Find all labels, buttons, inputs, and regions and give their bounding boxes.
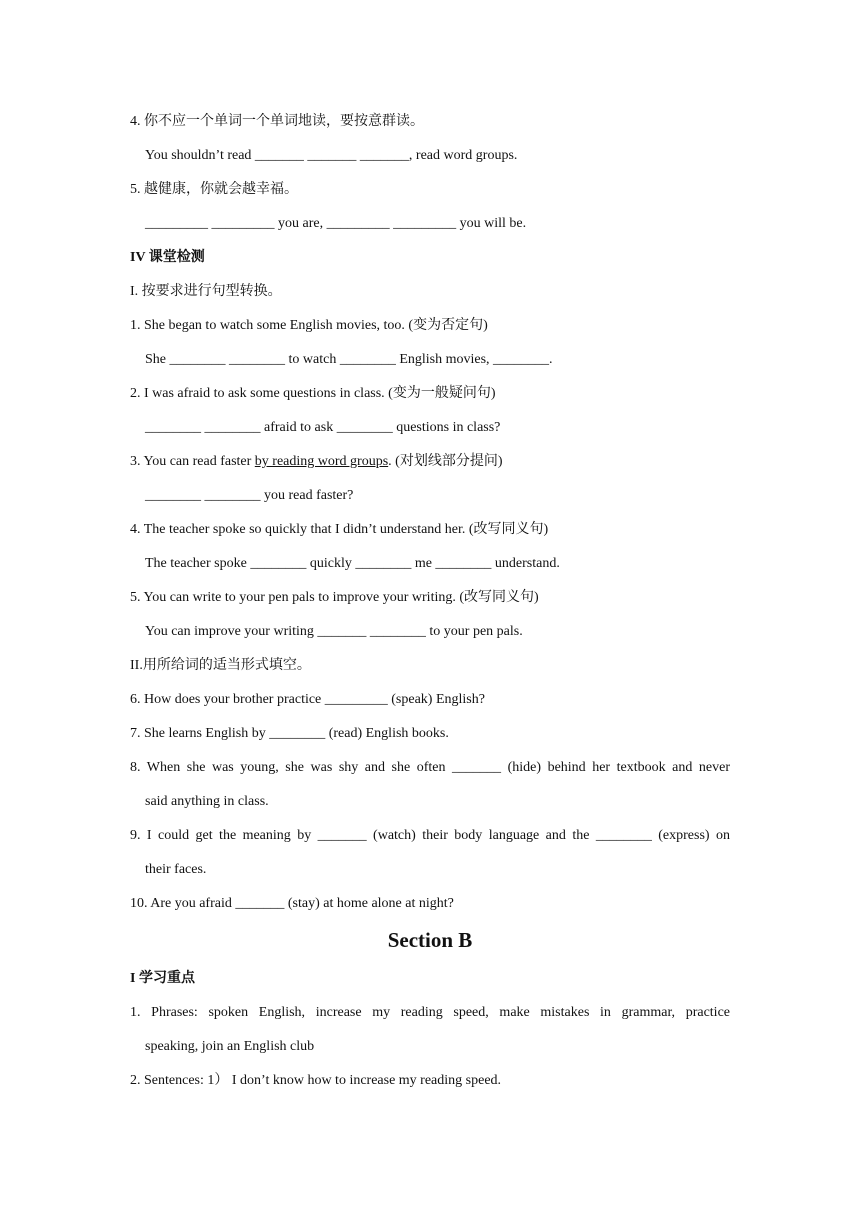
- exercise-item-3-instruction: . (对划线部分提问): [388, 454, 503, 469]
- translation-item-4: 4. 你不应一个单词一个单词地读，要按意群读。: [130, 114, 424, 129]
- exercise-item-2-answer: ________ ________ afraid to ask ________ questions in class?: [145, 420, 501, 435]
- exercise-item-5-answer: You can improve your writing _______ ________ to your pen pals.: [145, 624, 523, 639]
- exercise-item-4: 4. The teacher spoke so quickly that I didn’t understand her. (改写同义句): [130, 522, 549, 537]
- fill-item-8: 8. When she was young, she was shy and she often _______ (hide) behind her textbook and never: [130, 760, 730, 775]
- subsection-heading-i: I. 按要求进行句型转换。: [130, 284, 282, 299]
- exercise-item-5: 5. You can write to your pen pals to improve your writing. (改写同义句): [130, 590, 539, 605]
- exercise-item-1: 1. She began to watch some English movies, too. (变为否定句): [130, 318, 488, 333]
- phrases-line-continued: speaking, join an English club: [145, 1039, 315, 1054]
- subsection-heading-ii: II.用所给词的适当形式填空。: [130, 658, 311, 673]
- fill-item-6: 6. How does your brother practice _________ (speak) English?: [130, 692, 485, 707]
- exercise-item-1-answer: She ________ ________ to watch ________ English movies, ________.: [145, 352, 553, 367]
- translation-item-5: 5. 越健康，你就会越幸福。: [130, 182, 298, 197]
- fill-item-10: 10. Are you afraid _______ (stay) at home alone at night?: [130, 896, 454, 911]
- underlined-phrase: by reading word groups: [254, 454, 389, 469]
- sentences-line: 2. Sentences: 1） I don’t know how to increase my reading speed.: [130, 1073, 502, 1088]
- exercise-item-2: 2. I was afraid to ask some questions in class. (变为一般疑问句): [130, 386, 496, 401]
- section-heading-learning-focus: I 学习重点: [130, 971, 195, 986]
- translation-item-4-answer: You shouldn’t read _______ _______ _______, read word groups.: [145, 148, 518, 163]
- exercise-item-3: [130, 453, 730, 471]
- fill-item-7: 7. She learns English by ________ (read) English books.: [130, 726, 449, 741]
- translation-item-5-answer: _________ _________ you are, _________ _________ you will be.: [145, 216, 527, 231]
- fill-item-8-continued: said anything in class.: [145, 794, 269, 809]
- exercise-item-4-answer: The teacher spoke ________ quickly ________ me ________ understand.: [145, 556, 560, 571]
- exercise-item-3-text: 3. You can read faster: [130, 454, 255, 469]
- phrases-line: 1. Phrases: spoken English, increase my reading speed, make mistakes in grammar, practice: [130, 1005, 730, 1020]
- fill-item-9-continued: their faces.: [145, 862, 207, 877]
- section-heading-iv: IV 课堂检测: [130, 250, 205, 265]
- exercise-item-3-answer: ________ ________ you read faster?: [145, 488, 354, 503]
- fill-item-9: 9. I could get the meaning by _______ (watch) their body language and the ________ (express) on: [130, 828, 730, 843]
- section-b-title: Section B: [387, 928, 473, 952]
